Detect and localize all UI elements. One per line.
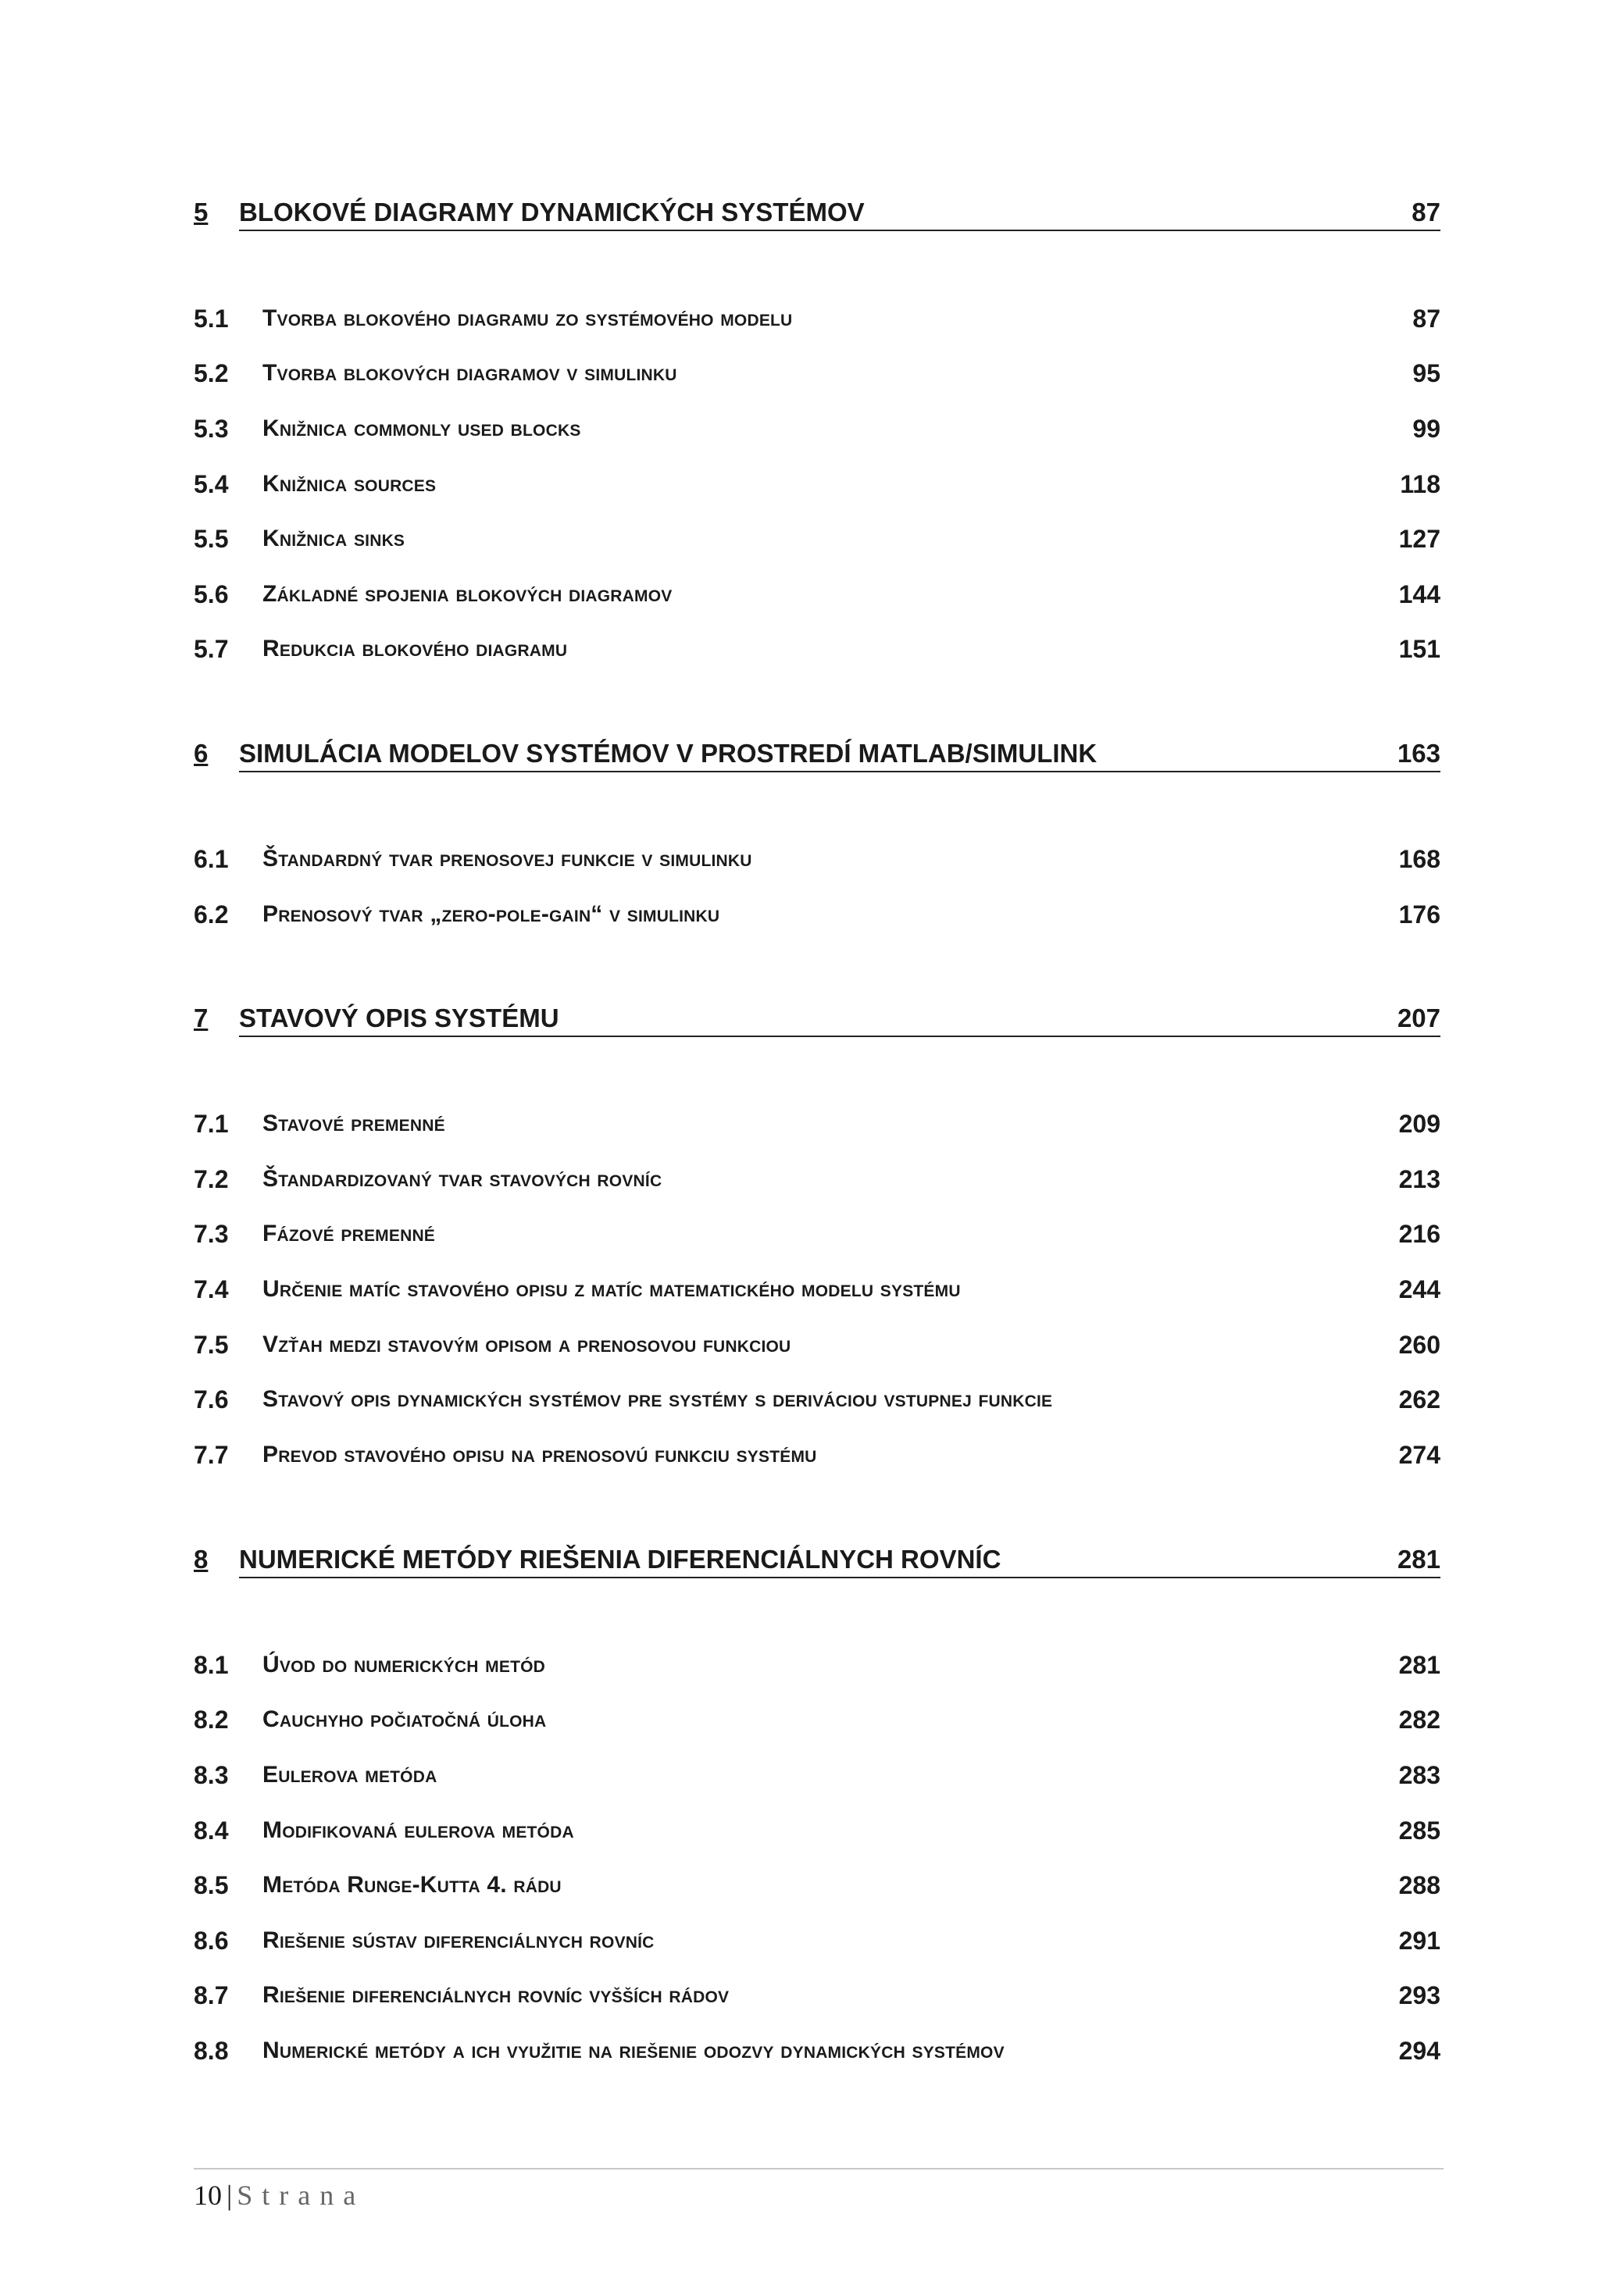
toc-section-8-5[interactable] <box>194 1870 1440 1916</box>
section-title: Metóda Runge-Kutta 4. rádu <box>262 1872 562 1898</box>
toc-section-7-5[interactable] <box>194 1329 1440 1376</box>
toc-chapter-8[interactable] <box>194 1544 1440 1591</box>
toc-section-5-2[interactable] <box>194 358 1440 405</box>
chapter-title: BLOKOVÉ DIAGRAMY DYNAMICKÝCH SYSTÉMOV <box>239 197 1440 231</box>
toc-section-7-3[interactable] <box>194 1218 1440 1265</box>
chapter-page: 163 <box>1397 739 1440 768</box>
section-title: Riešenie diferenciálnych rovníc vyšších rádov <box>262 1982 730 2008</box>
section-title: Prevod stavového opisu na prenosovú funkciu systému <box>262 1442 817 1467</box>
section-number: 8.4 <box>194 1816 229 1845</box>
toc-chapter-5[interactable] <box>194 197 1440 244</box>
section-page: 118 <box>1400 470 1440 498</box>
chapter-title: SIMULÁCIA MODELOV SYSTÉMOV V PROSTREDÍ MATLAB/SIMULINK <box>239 738 1440 772</box>
chapter-title: STAVOVÝ OPIS SYSTÉMU <box>239 1003 1440 1037</box>
section-number: 5.2 <box>194 359 229 387</box>
section-page: 274 <box>1398 1441 1440 1469</box>
section-number: 7.5 <box>194 1331 229 1359</box>
section-title: Stavové premenné <box>262 1111 445 1136</box>
section-title: Štandardný tvar prenosovej funkcie v simulinku <box>262 846 752 872</box>
section-number: 8.6 <box>194 1927 229 1955</box>
section-number: 5.1 <box>194 305 229 333</box>
toc-section-8-1[interactable] <box>194 1649 1440 1696</box>
chapter-page: 207 <box>1397 1004 1440 1032</box>
chapter-title: NUMERICKÉ METÓDY RIEŠENIA DIFERENCIÁLNYCH ROVNÍC <box>239 1544 1440 1578</box>
section-number: 7.4 <box>194 1275 229 1303</box>
toc-section-7-1[interactable] <box>194 1108 1440 1155</box>
section-page: 144 <box>1398 580 1440 608</box>
section-page: 151 <box>1398 635 1440 663</box>
toc-chapter-7[interactable] <box>194 1003 1440 1050</box>
section-page: 99 <box>1412 415 1440 443</box>
section-page: 294 <box>1398 2037 1440 2065</box>
section-title: Modifikovaná eulerova metóda <box>262 1817 574 1843</box>
section-title: Riešenie sústav diferenciálnych rovníc <box>262 1927 655 1953</box>
section-title: Stavový opis dynamických systémov pre systémy s deriváciou vstupnej funkcie <box>262 1386 1053 1412</box>
chapter-number: 7 <box>194 1004 209 1032</box>
toc-section-8-2[interactable] <box>194 1704 1440 1751</box>
section-page: 213 <box>1398 1165 1440 1193</box>
toc-section-5-1[interactable] <box>194 303 1440 350</box>
section-title: Numerické metódy a ich využitie na riešenie odozvy dynamických systémov <box>262 2038 1005 2063</box>
section-number: 8.7 <box>194 1981 229 2009</box>
toc-section-8-7[interactable] <box>194 1980 1440 2027</box>
toc-section-6-2[interactable] <box>194 899 1440 946</box>
footer-separator: | <box>227 2180 233 2211</box>
section-title: Eulerova metóda <box>262 1762 437 1788</box>
toc-chapter-6[interactable] <box>194 738 1440 785</box>
section-page: 216 <box>1398 1220 1440 1248</box>
footer-divider <box>194 2168 1444 2169</box>
section-number: 5.5 <box>194 525 229 553</box>
section-title: Cauchyho počiatočná úloha <box>262 1706 547 1732</box>
chapter-page: 281 <box>1397 1545 1440 1574</box>
section-page: 288 <box>1398 1871 1440 1899</box>
section-number: 8.1 <box>194 1651 229 1679</box>
section-title: Redukcia blokového diagramu <box>262 636 568 661</box>
toc-section-7-2[interactable] <box>194 1164 1440 1210</box>
section-number: 7.6 <box>194 1385 229 1414</box>
page-number: 10 <box>194 2180 222 2211</box>
section-title: Určenie matíc stavového opisu z matíc matematického modelu systému <box>262 1276 961 1302</box>
section-number: 8.5 <box>194 1871 229 1899</box>
chapter-number: 5 <box>194 198 209 226</box>
toc-section-8-3[interactable] <box>194 1759 1440 1806</box>
section-page: 168 <box>1398 845 1440 873</box>
section-page: 291 <box>1398 1927 1440 1955</box>
section-number: 7.3 <box>194 1220 229 1248</box>
chapter-page: 87 <box>1412 198 1440 226</box>
section-page: 282 <box>1398 1706 1440 1734</box>
section-title: Úvod do numerických metód <box>262 1652 546 1677</box>
section-page: 244 <box>1398 1275 1440 1303</box>
section-number: 5.7 <box>194 635 229 663</box>
section-title: Fázové premenné <box>262 1221 436 1246</box>
section-title: Knižnica commonly used blocks <box>262 415 581 441</box>
section-page: 260 <box>1398 1331 1440 1359</box>
section-page: 209 <box>1398 1110 1440 1138</box>
section-page: 176 <box>1398 900 1440 929</box>
section-title: Prenosový tvar „zero-pole-gain“ v simulinku <box>262 901 720 927</box>
toc-section-5-3[interactable] <box>194 413 1440 460</box>
chapter-number: 8 <box>194 1545 209 1574</box>
section-page: 281 <box>1398 1651 1440 1679</box>
toc-section-5-7[interactable] <box>194 633 1440 680</box>
section-number: 7.2 <box>194 1165 229 1193</box>
toc-section-5-6[interactable] <box>194 579 1440 626</box>
section-number: 5.6 <box>194 580 229 608</box>
toc-section-8-6[interactable] <box>194 1925 1440 1972</box>
chapter-number: 6 <box>194 739 209 768</box>
footer-label: Strana <box>237 2180 366 2211</box>
section-number: 8.8 <box>194 2037 229 2065</box>
section-number: 6.1 <box>194 845 229 873</box>
section-title: Tvorba blokových diagramov v simulinku <box>262 360 677 386</box>
toc-section-8-4[interactable] <box>194 1815 1440 1862</box>
section-number: 8.2 <box>194 1706 229 1734</box>
section-title: Vzťah medzi stavovým opisom a prenosovou funkciou <box>262 1332 791 1357</box>
section-number: 6.2 <box>194 900 229 929</box>
section-title: Knižnica sources <box>262 471 437 497</box>
toc-section-6-1[interactable] <box>194 843 1440 890</box>
toc-section-7-4[interactable] <box>194 1274 1440 1321</box>
section-number: 8.3 <box>194 1761 229 1789</box>
section-page: 95 <box>1412 359 1440 387</box>
toc-section-7-7[interactable] <box>194 1439 1440 1486</box>
section-title: Tvorba blokového diagramu zo systémového modelu <box>262 305 793 331</box>
section-page: 127 <box>1398 525 1440 553</box>
toc-section-5-5[interactable] <box>194 523 1440 570</box>
toc-section-5-4[interactable] <box>194 469 1440 515</box>
section-number: 7.7 <box>194 1441 229 1469</box>
section-page: 285 <box>1398 1816 1440 1845</box>
section-number: 5.4 <box>194 470 229 498</box>
section-page: 262 <box>1398 1385 1440 1414</box>
section-title: Základné spojenia blokových diagramov <box>262 581 673 607</box>
section-title: Knižnica sinks <box>262 526 405 551</box>
section-page: 283 <box>1398 1761 1440 1789</box>
section-number: 7.1 <box>194 1110 229 1138</box>
section-page: 293 <box>1398 1981 1440 2009</box>
page-footer <box>194 2179 365 2212</box>
toc-section-7-6[interactable] <box>194 1384 1440 1431</box>
section-title: Štandardizovaný tvar stavových rovníc <box>262 1166 662 1192</box>
toc-section-8-8[interactable] <box>194 2035 1440 2082</box>
section-page: 87 <box>1412 305 1440 333</box>
section-number: 5.3 <box>194 415 229 443</box>
